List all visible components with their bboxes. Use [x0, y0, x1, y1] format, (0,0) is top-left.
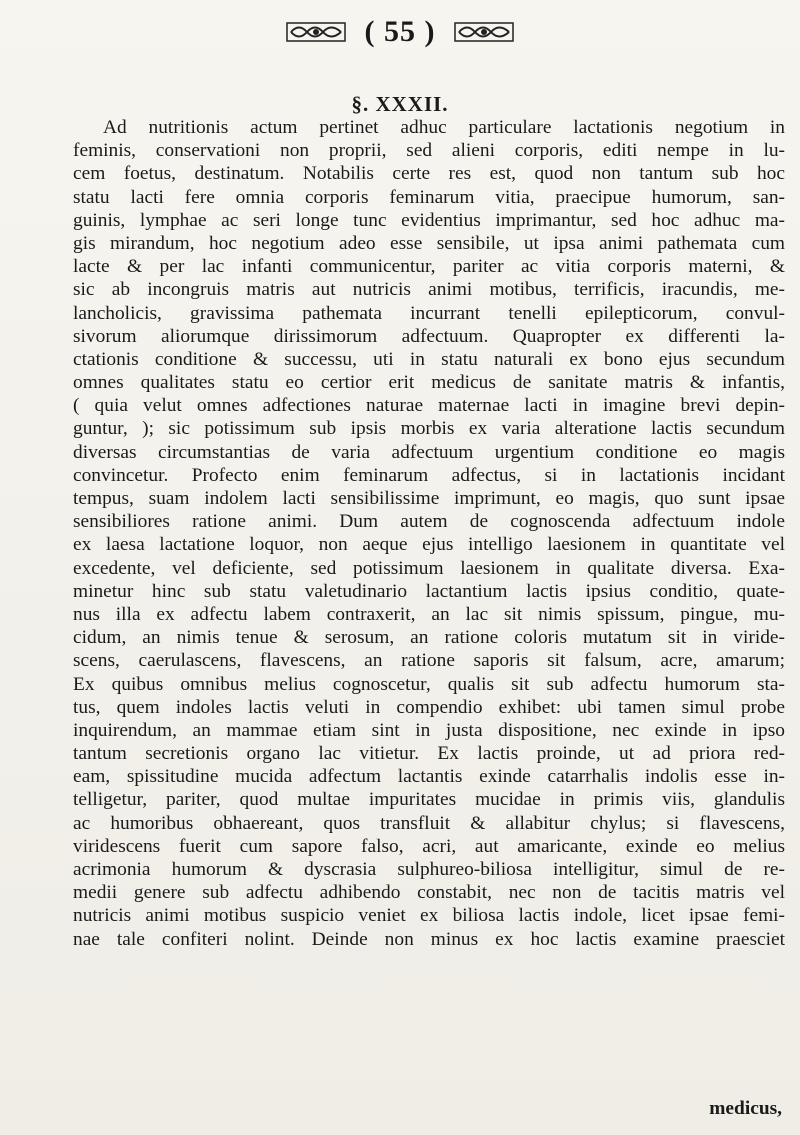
text-line: eam, spissitudine mucida adfectum lactantis exinde catarrhalis indolis esse in- [73, 766, 785, 788]
text-line: tus, quem indoles lactis veluti in compendio exhibet: ubi tamen simul probe [73, 696, 785, 718]
text-line: convincetur. Profecto enim feminarum adfectus, si in lactationis incidant [73, 464, 785, 486]
text-line: feminis, conservationi non proprii, sed alieni corporis, editi nempe in lu- [73, 140, 785, 162]
text-line: sensibiliores ratione animi. Dum autem de cognoscenda adfectuum indole [73, 511, 785, 533]
text-line: tantum secretionis organo lac vitietur. Ex lactis proinde, ut ad priora red- [73, 743, 785, 765]
text-line: ctationis conditione & successu, uti in statu naturali ex bono ejus secundum [73, 348, 785, 370]
text-line: Ad nutritionis actum pertinet adhuc particulare lactationis negotium in [103, 117, 785, 138]
catchword: medicus, [709, 1098, 782, 1119]
text-line: guntur, ); sic potissimum sub ipsis morbis ex varia alteratione lactis secundum [73, 418, 785, 440]
paragraph [73, 116, 785, 951]
text-line: guinis, lymphae ac seri longe tunc evidentius imprimantur, sed hoc adhuc ma- [73, 209, 785, 231]
text-line: cem foetus, destinatum. Notabilis certe res est, quod non tantum sub hoc [73, 163, 785, 185]
text-line: viridescens fuerit cum sapore falso, acri, aut amaricante, exinde eo melius [73, 835, 785, 857]
text-line: cidum, an nimis tenue & serosum, an ratione coloris mutatum sit in viride- [73, 627, 785, 649]
text-line: lancholicis, gravissima pathemata incurrant tenelli epilepticorum, convul- [73, 302, 785, 324]
text-line: ( quia velut omnes adfectiones naturae maternae lacti in imagine brevi depin- [73, 395, 785, 417]
text-line: Ex quibus omnibus melius cognoscetur, qualis sit sub adfectu humorum sta- [73, 673, 785, 695]
text-line: medii genere sub adfectu adhibendo constabit, nec non de tacitis matris vel [73, 882, 785, 904]
right-ornament-icon [453, 19, 515, 45]
text-line: tempus, suam indolem lacti sensibilissime imprimunt, eo magis, quo sunt ipsae [73, 488, 785, 509]
text-line: ex laesa lactatione loquor, non aeque ejus intelligo laesionem in quantitate vel [73, 534, 785, 556]
text-line: diversas circumstantias de varia adfectuum urgentium conditione eo magis [73, 441, 785, 463]
text-line: gis mirandum, hoc negotium adeo esse sensibile, ut ipsa animi pathemata cum [73, 232, 785, 254]
page-number: ( 55 ) [364, 15, 436, 48]
text-line: acrimonia humorum & dyscrasia sulphureo-biliosa intelligitur, simul de re- [73, 859, 785, 880]
page-header [0, 12, 800, 52]
section-heading: §. XXXII. [351, 92, 449, 116]
text-line: lacte & per lac infanti communicentur, pariter ac vitia corporis materni, & [73, 256, 785, 278]
left-ornament-icon [285, 19, 347, 45]
text-line: nutricis animi motibus suspicio veniet ex biliosa lactis indole, licet ipsae femi- [73, 905, 785, 927]
text-line: omnes qualitates statu eo certior erit medicus de sanitate matris & infantis, [73, 372, 785, 394]
text-line: minetur hinc sub statu valetudinario lactantium lactis ipsius conditio, quate- [73, 580, 785, 602]
text-line: sic ab incongruis matris aut nutricis animi motibus, terrificis, iracundis, me- [73, 279, 785, 301]
text-line: excedente, vel deficiente, sed potissimum laesionem in qualitate diversa. Exa- [73, 557, 785, 579]
text-line: ac humoribus obhaereant, quos transfluit & allabitur chylus; si flavescens, [73, 812, 785, 834]
text-line: telligetur, pariter, quod multae impuritates mucidae in primis viis, glandulis [73, 789, 785, 811]
text-line: scens, caerulascens, flavescens, an ratione saporis sit falsum, acre, amarum; [73, 650, 785, 672]
text-line: sivorum aliorumque dirissimorum adfectuum. Quapropter ex differenti la- [73, 325, 785, 347]
text-line: nae tale confiteri nolint. Deinde non minus ex hoc lactis examine praesciet [73, 928, 785, 950]
text-line: statu lacti fere omnia corporis feminarum vitia, praecipue humorum, san- [73, 186, 785, 208]
text-line: inquirendum, an mammae etiam sint in justa dispositione, nec exinde in ipso [73, 719, 785, 741]
text-line: nus illa ex adfectu labem contraxerit, an lac sit nimis spissum, pingue, mu- [73, 603, 785, 625]
